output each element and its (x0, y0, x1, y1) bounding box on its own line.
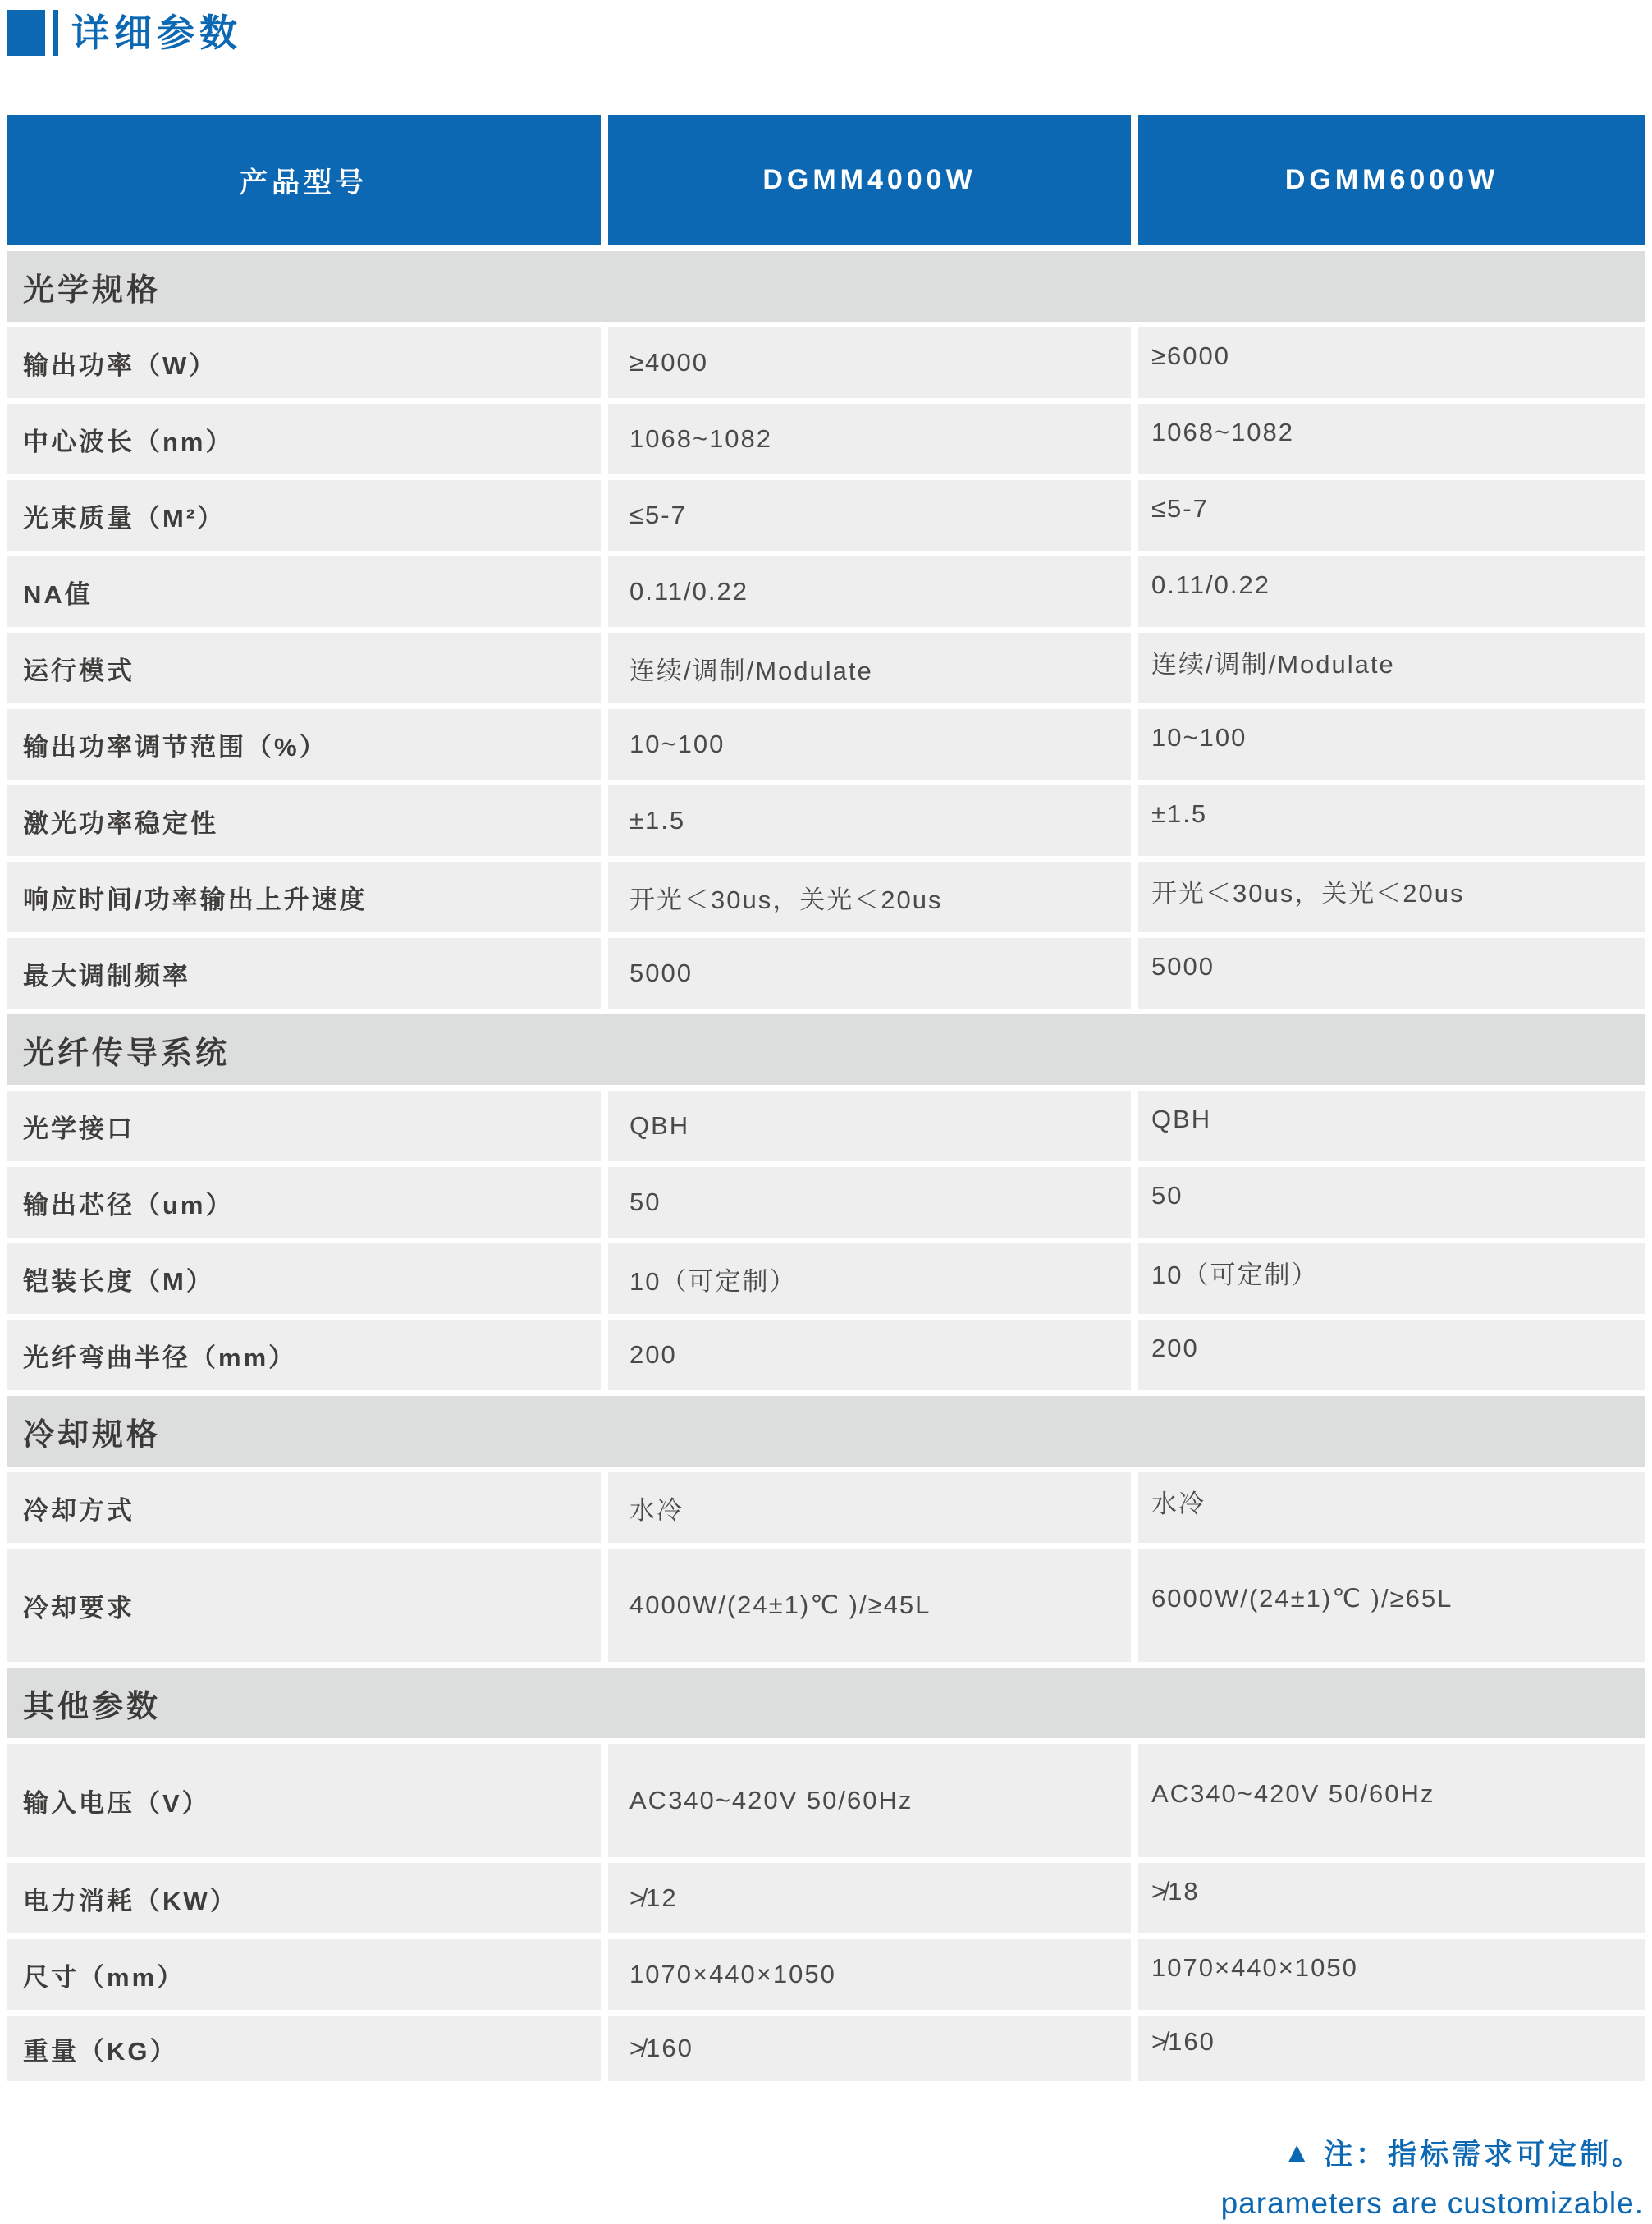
model-dgmm4000w-header: DGMM4000W (608, 115, 1131, 245)
param-label: 冷却要求 (7, 1549, 601, 1662)
table-row (7, 327, 1645, 398)
param-label: 运行模式 (7, 633, 601, 703)
value-dgmm4000w: ±1.5 (608, 785, 1131, 856)
value-dgmm6000w: 开光＜30us，关光＜20us (1138, 862, 1645, 932)
section-header-other: 其他参数 (7, 1668, 1645, 1738)
value-dgmm6000w: 连续/调制/Modulate (1138, 633, 1645, 703)
table-row (7, 1549, 1645, 1662)
param-label: 激光功率稳定性 (7, 785, 601, 856)
param-label: 输出功率调节范围（%） (7, 709, 601, 780)
value-dgmm4000w: 1068~1082 (608, 404, 1131, 474)
table-row (7, 1472, 1645, 1543)
value-dgmm6000w: ±1.5 (1138, 785, 1645, 856)
table-row (7, 1243, 1645, 1314)
table-row (7, 404, 1645, 474)
value-dgmm4000w: 10（可定制） (608, 1243, 1131, 1314)
section-header-fiber: 光纤传导系统 (7, 1014, 1645, 1085)
table-row (7, 480, 1645, 551)
product-model-header: 产品型号 (7, 115, 601, 245)
param-label: 光学接口 (7, 1091, 601, 1161)
param-label: 电力消耗（KW） (7, 1863, 601, 1933)
value-dgmm6000w: 5000 (1138, 938, 1645, 1009)
table-row (7, 1091, 1645, 1161)
section-header-cooling: 冷却规格 (7, 1396, 1645, 1467)
value-dgmm6000w: ≯18 (1138, 1863, 1645, 1933)
value-dgmm4000w: 4000W/(24±1)℃ )/≥45L (608, 1549, 1131, 1662)
value-dgmm6000w: 50 (1138, 1167, 1645, 1238)
value-dgmm6000w: 10（可定制） (1138, 1243, 1645, 1314)
section-header-optical: 光学规格 (7, 251, 1645, 322)
table-row (7, 1939, 1645, 2010)
table-row (7, 556, 1645, 627)
table-row (7, 2016, 1645, 2081)
spec-table (7, 115, 1645, 2081)
table-header-row (7, 115, 1645, 245)
value-dgmm4000w: 50 (608, 1167, 1131, 1238)
param-label: 输出芯径（um） (7, 1167, 601, 1238)
value-dgmm4000w: 10~100 (608, 709, 1131, 780)
param-label: 输出功率（W） (7, 327, 601, 398)
param-label: 输入电压（V） (7, 1744, 601, 1857)
param-label: 冷却方式 (7, 1472, 601, 1543)
value-dgmm4000w: 开光＜30us，关光＜20us (608, 862, 1131, 932)
title-square-icon (7, 10, 45, 56)
value-dgmm4000w: QBH (608, 1091, 1131, 1161)
value-dgmm4000w: ≥4000 (608, 327, 1131, 398)
title-bar-icon (53, 10, 58, 56)
value-dgmm4000w: ≯160 (608, 2016, 1131, 2081)
table-row (7, 1167, 1645, 1238)
page-title: 详细参数 (71, 11, 242, 54)
value-dgmm4000w: 连续/调制/Modulate (608, 633, 1131, 703)
value-dgmm6000w: 水冷 (1138, 1472, 1645, 1543)
value-dgmm6000w: 0.11/0.22 (1138, 556, 1645, 627)
value-dgmm6000w: ≯160 (1138, 2016, 1645, 2081)
table-row (7, 785, 1645, 856)
value-dgmm6000w: 200 (1138, 1320, 1645, 1390)
value-dgmm6000w: ≤5-7 (1138, 480, 1645, 551)
model-dgmm6000w-header: DGMM6000W (1138, 115, 1645, 245)
table-row (7, 633, 1645, 703)
value-dgmm4000w: 1070×440×1050 (608, 1939, 1131, 2010)
value-dgmm6000w: ≥6000 (1138, 327, 1645, 398)
footnote-en: parameters are customizable. (1220, 2186, 1644, 2220)
table-row (7, 1744, 1645, 1857)
value-dgmm4000w: 5000 (608, 938, 1131, 1009)
param-label: 最大调制频率 (7, 938, 601, 1009)
value-dgmm4000w: AC340~420V 50/60Hz (608, 1744, 1131, 1857)
value-dgmm4000w: ≤5-7 (608, 480, 1131, 551)
param-label: 重量（KG） (7, 2016, 601, 2081)
value-dgmm4000w: 水冷 (608, 1472, 1131, 1543)
value-dgmm6000w: 1070×440×1050 (1138, 1939, 1645, 2010)
param-label: 中心波长（nm） (7, 404, 601, 474)
table-row (7, 1863, 1645, 1933)
value-dgmm6000w: 1068~1082 (1138, 404, 1645, 474)
param-label: 光束质量（M²） (7, 480, 601, 551)
footnote (1221, 2132, 1644, 2221)
param-label: 铠装长度（M） (7, 1243, 601, 1314)
param-label: 响应时间/功率输出上升速度 (7, 862, 601, 932)
table-row (7, 1320, 1645, 1390)
value-dgmm6000w: 10~100 (1138, 709, 1645, 780)
value-dgmm4000w: 0.11/0.22 (608, 556, 1131, 627)
table-row (7, 709, 1645, 780)
value-dgmm4000w: 200 (608, 1320, 1131, 1390)
value-dgmm6000w: 6000W/(24±1)℃ )/≥65L (1138, 1549, 1645, 1662)
footnote-zh: 注：指标需求可定制。 (1323, 2139, 1644, 2171)
table-row (7, 862, 1645, 932)
note-triangle-icon: ▲ (1283, 2137, 1314, 2168)
param-label: 光纤弯曲半径（mm） (7, 1320, 601, 1390)
value-dgmm4000w: ≯12 (608, 1863, 1131, 1933)
table-row (7, 938, 1645, 1009)
value-dgmm6000w: QBH (1138, 1091, 1645, 1161)
value-dgmm6000w: AC340~420V 50/60Hz (1138, 1744, 1645, 1857)
param-label: NA值 (7, 556, 601, 627)
param-label: 尺寸（mm） (7, 1939, 601, 2010)
page-title-block (0, 0, 1652, 57)
